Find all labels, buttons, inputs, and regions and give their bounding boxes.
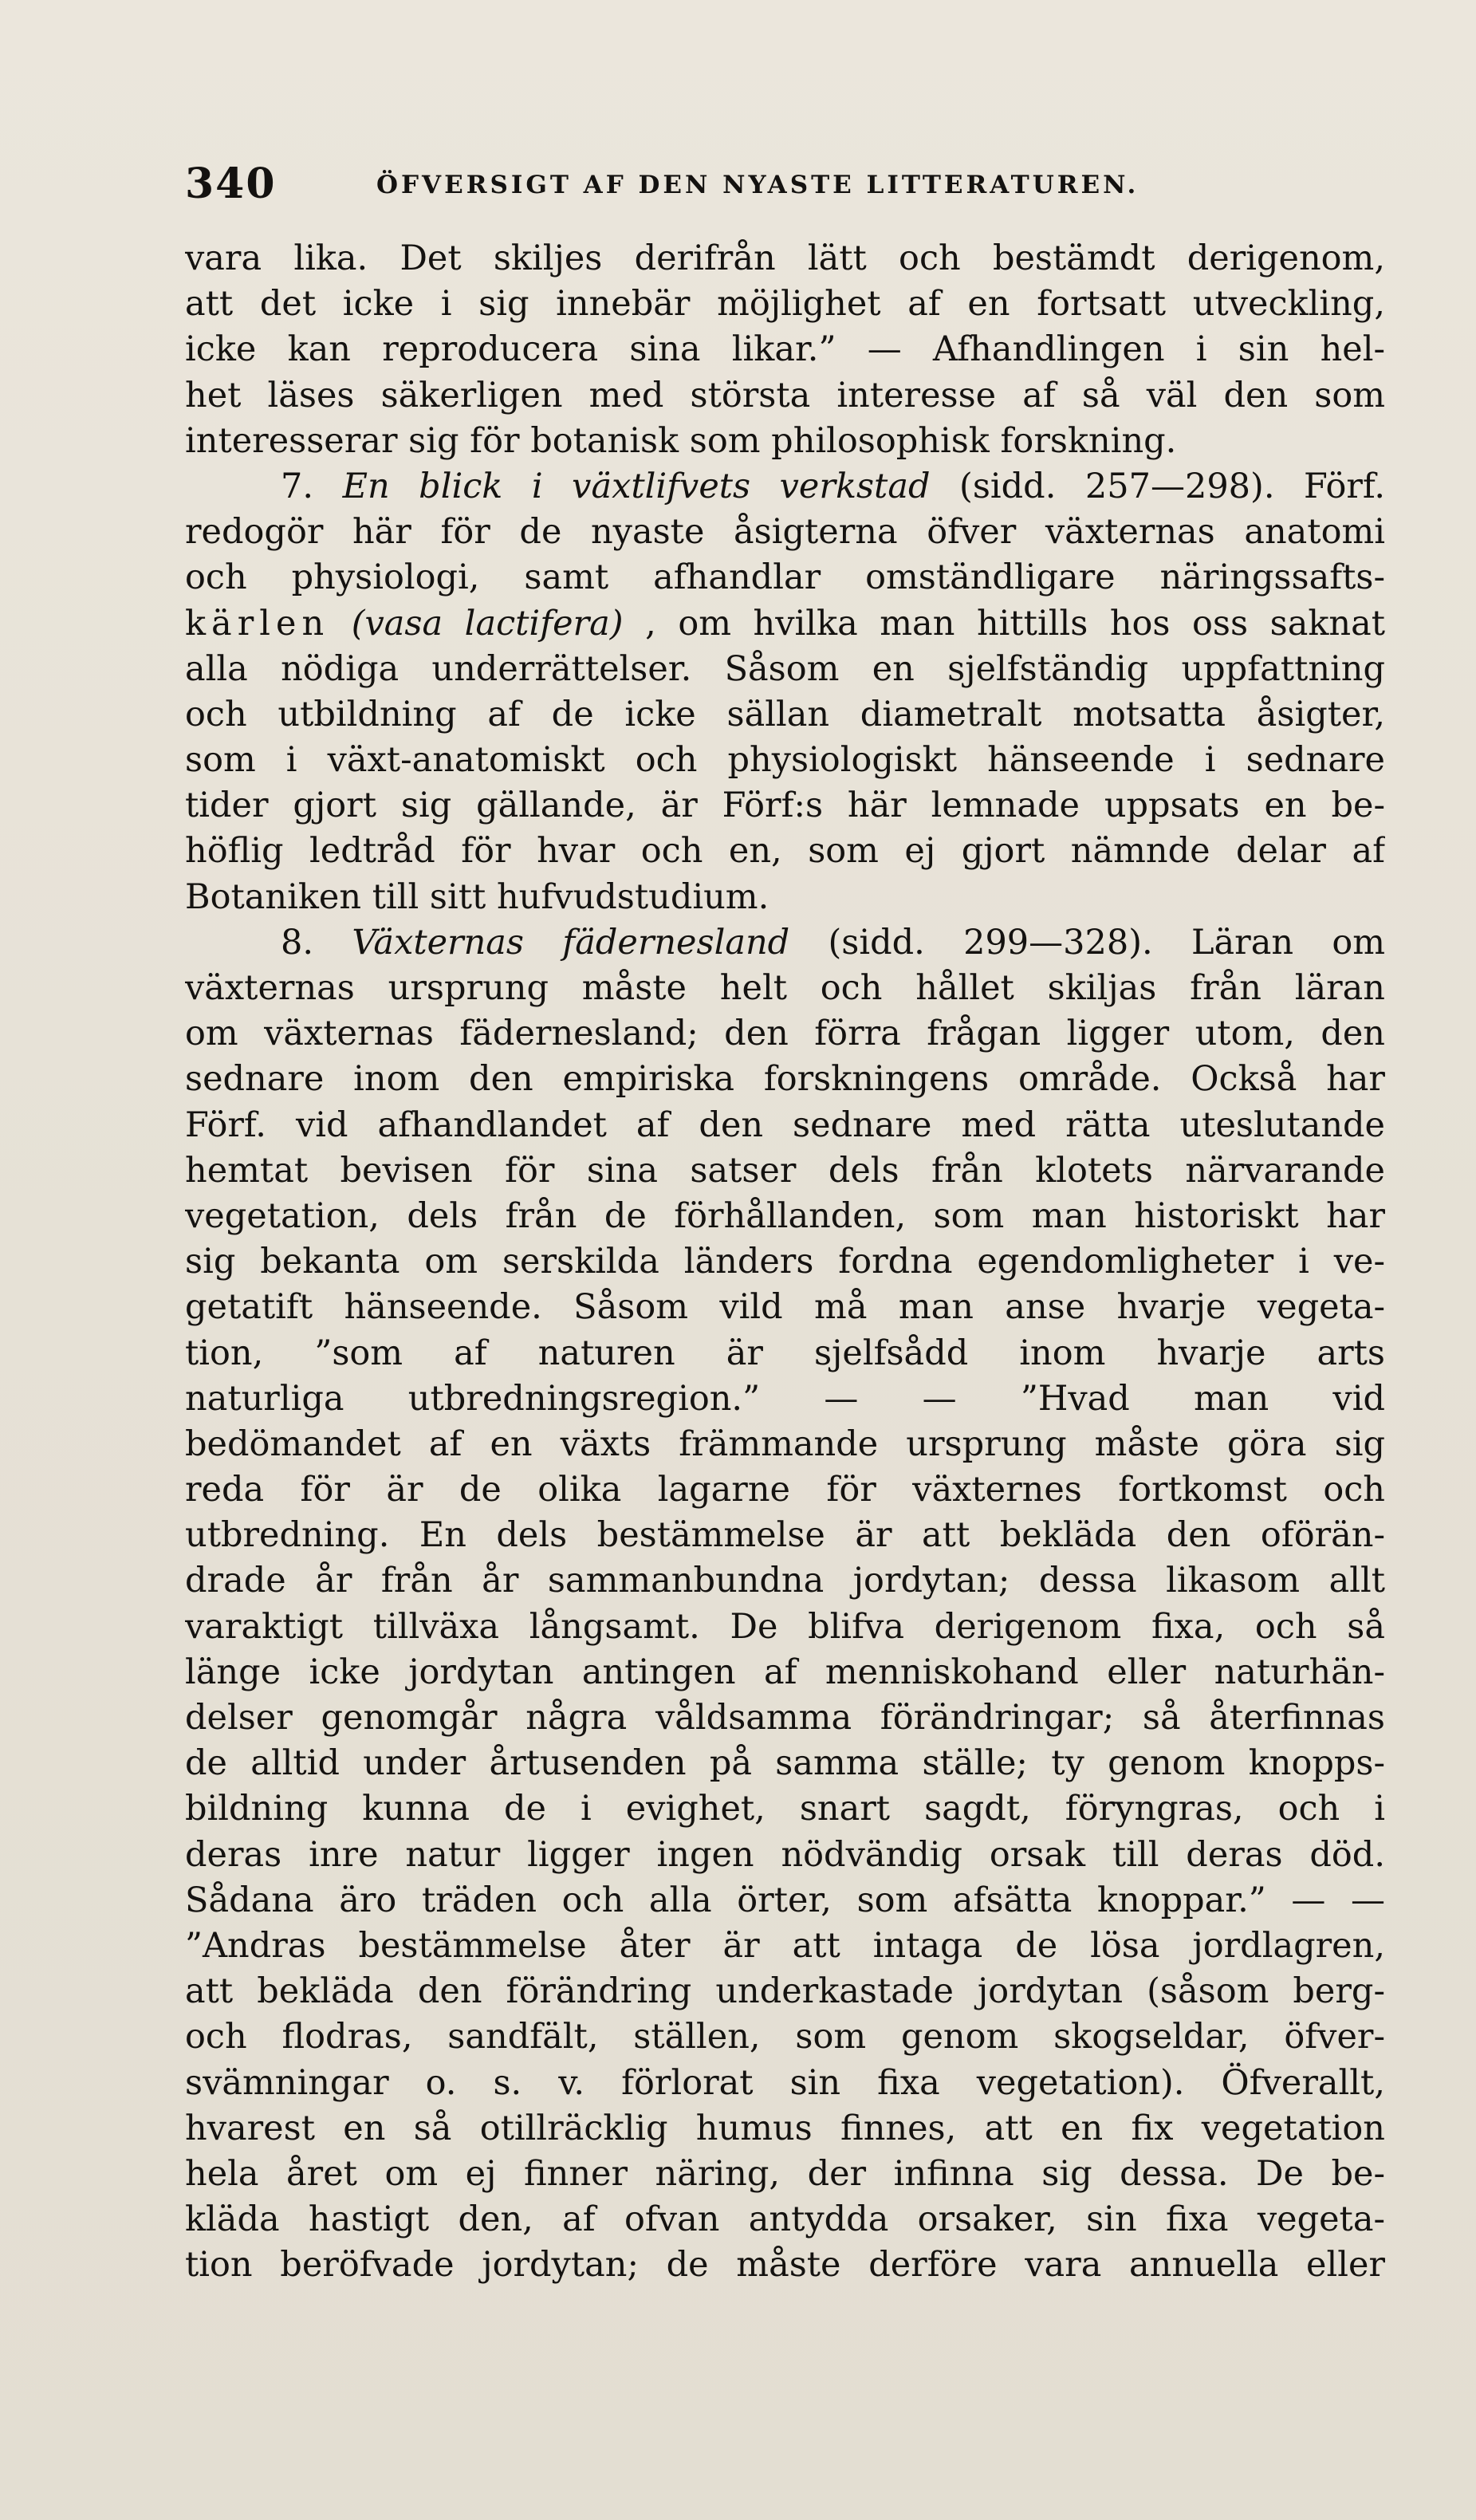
text-line: kläda hastigt den, af ofvan antydda orsaker, sin fixa vegeta- [185,2199,1385,2240]
text-line: delser genomgår några våldsamma förändringar; så återfinnas [185,1698,1385,1738]
text-line: att det icke i sig innebär möjlighet af en fortsatt utveckling, [185,284,1385,325]
text-line: interesserar sig för botanisk som philosophisk forskning. [185,420,1177,461]
text-line: växternas ursprung måste helt och hållet skiljas från läran [185,968,1385,1008]
text-line: drade år från år sammanbundna jordytan; dessa likasom allt [185,1561,1385,1601]
text-line: som i växt-anatomiskt och physiologiskt hänseende i sednare [185,740,1385,781]
section-heading-line [185,920,1385,966]
text-line: redogör här för de nyaste åsigterna öfver växternas anatomi [185,512,1385,553]
body-text [185,236,1385,2288]
section-number: 7. [281,466,314,506]
section-title: En blick i växtlifvets verkstad [342,466,931,506]
text-line: deras inre natur ligger ingen nödvändig orsak till deras död. [185,1834,1385,1875]
text-line: vegetation, dels från de förhållanden, som man historiskt har [185,1195,1385,1236]
text-line: tider gjort sig gällande, är Förf:s här lemnade uppsats en be- [185,786,1385,826]
text-line: Förf. vid afhandlandet af den sednare med rätta uteslutande [185,1104,1385,1145]
text-line: reda för är de olika lagarne för växternes fortkomst och [185,1470,1385,1510]
text-line: varaktigt tillväxa långsamt. De blifva derigenom fixa, och så [185,1606,1385,1647]
latin-term: (vasa lactifera) [351,603,624,644]
text-line: ”Andras bestämmelse åter är att intaga de lösa jordlagren, [185,1925,1385,1966]
text-line: sig bekanta om serskilda länders fordna egendomligheter i ve- [185,1242,1385,1282]
text-line: icke kan reproducera sina likar.” — Afhandlingen i sin hel- [185,329,1385,370]
text-line: Botaniken till sitt hufvudstudium. [185,876,769,917]
section-title: Växternas fädernesland [352,922,790,963]
text-line: och utbildning af de icke sällan diametralt motsatta åsigter, [185,694,1385,734]
text-line: getatift hänseende. Såsom vild må man anse hvarje vegeta- [185,1287,1385,1328]
spaced-term: kärlen [185,603,330,644]
section-number: 8. [281,922,314,963]
section-heading-line [185,464,1385,510]
page-header [185,159,1381,215]
text-line: höflig ledtråd för hvar och en, som ej gjort nämnde delar af [185,831,1385,872]
text-line: och flodras, sandfält, ställen, som genom skogseldar, öfver- [185,2017,1385,2057]
text-line: bildning kunna de i evighet, snart sagdt, föryngras, och i [185,1789,1385,1829]
text-line: bedömandet af en växts främmande ursprung måste göra sig [185,1423,1385,1464]
text-line: svämningar o. s. v. förlorat sin fixa vegetation). Öfverallt, [185,2062,1385,2103]
text-line: hemtat bevisen för sina satser dels från klotets närvarande [185,1150,1385,1191]
text-line: sednare inom den empiriska forskningens område. Också har [185,1059,1385,1100]
text-line: Sådana äro träden och alla örter, som afsätta knoppar.” — — [185,1880,1385,1920]
text-line: tion, ”som af naturen är sjelfsådd inom hvarje arts [185,1333,1385,1373]
text-line: att bekläda den förändring underkastade jordytan (såsom berg- [185,1971,1385,2012]
text-line: alla nödiga underrättelser. Såsom en sjelfständig uppfattning [185,648,1385,689]
page-number: 340 [185,159,277,208]
text-line: hvarest en så otillräcklig humus finnes, att en fix vegetation [185,2108,1385,2148]
text-line: het läses säkerligen med största interesse af så väl den som [185,375,1385,415]
text-line: och physiologi, samt afhandlar omständligare näringssafts- [185,557,1385,598]
section-pages: (sidd. 299—328). Läran om [828,922,1385,963]
text-line: hela året om ej finner näring, der infinna sig dessa. De be- [185,2153,1385,2194]
text-line: naturliga utbredningsregion.” — — ”Hvad man vid [185,1378,1385,1419]
running-head: ÖFVERSIGT AF DEN NYASTE LITTERATUREN. [376,171,1139,199]
text-line [185,601,1385,647]
text-line: vara lika. Det skiljes derifrån lätt och bestämdt derigenom, [185,238,1385,278]
text-line: utbredning. En dels bestämmelse är att bekläda den oförän- [185,1515,1385,1556]
text-line: tion beröfvade jordytan; de måste derföre vara annuella eller [185,2245,1385,2286]
text-line: om växternas fädernesland; den förra frågan ligger utom, den [185,1014,1385,1054]
text-line: länge icke jordytan antingen af menniskohand eller naturhän- [185,1652,1385,1692]
line-continuation: , om hvilka man hittills hos oss saknat [645,603,1385,644]
text-line: de alltid under årtusenden på samma ställe; ty genom knopps- [185,1743,1385,1784]
section-pages: (sidd. 257—298). Förf. [959,466,1385,506]
